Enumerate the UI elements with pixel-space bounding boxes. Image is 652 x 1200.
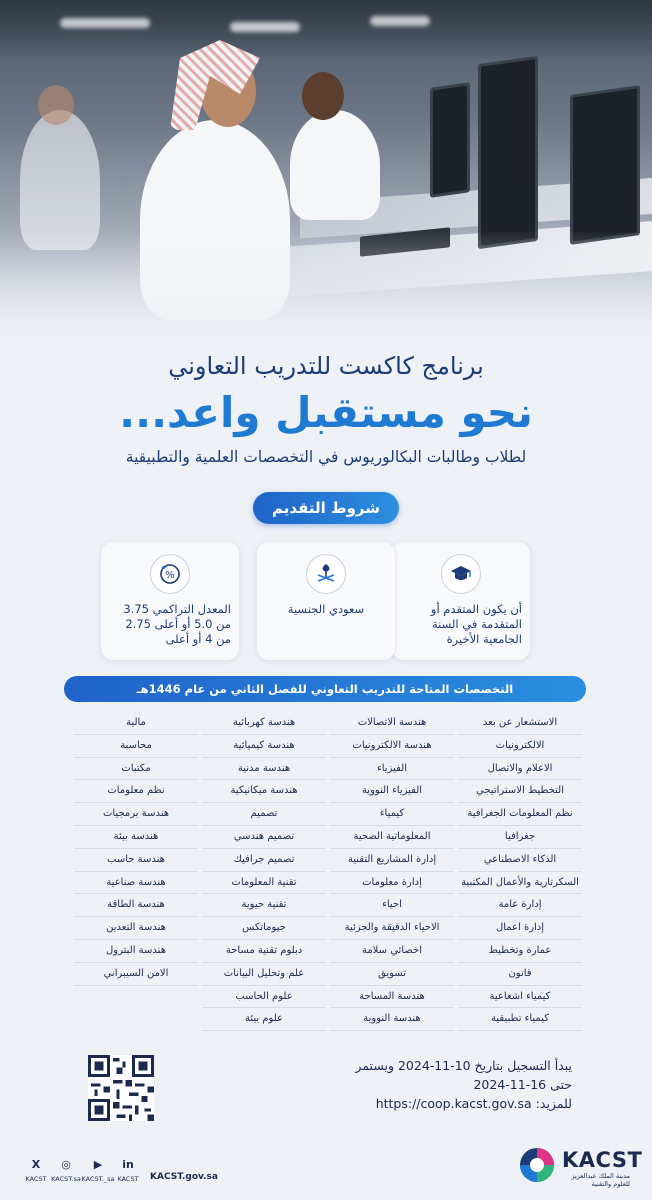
- hero-fade: [0, 230, 652, 350]
- major-item: عمارة وتخطيط: [458, 940, 582, 963]
- requirement-text: سعودي الجنسية: [287, 602, 365, 616]
- major-item: هندسة الالكترونيات: [330, 735, 454, 758]
- major-item: هندسة صناعية: [74, 872, 198, 895]
- monitor: [478, 56, 538, 249]
- major-item: هندسة التعدين: [74, 917, 198, 940]
- major-item: مالية: [74, 712, 198, 735]
- hero-photo: [0, 0, 652, 350]
- major-item: التخطيط الاستراتيجي: [458, 780, 582, 803]
- major-item: نظم المعلومات الجغرافية: [458, 803, 582, 826]
- major-item: علوم بيئة: [202, 1008, 326, 1031]
- graduation-cap-icon: [441, 554, 481, 594]
- major-item: مكتبات: [74, 758, 198, 781]
- major-item: إدارة المشاريع التقنية: [330, 849, 454, 872]
- major-item: هندسة بيئة: [74, 826, 198, 849]
- majors-column: [202, 712, 326, 1031]
- social-label: KACST: [117, 1175, 139, 1183]
- social-label: KACST: [25, 1175, 47, 1183]
- ceiling-light: [370, 16, 430, 26]
- majors-column: [458, 712, 582, 1031]
- major-item: هندسة كهربائية: [202, 712, 326, 735]
- audience-text: لطلاب وطالبات البكالوريوس في التخصصات العلمية والتطبيقية: [125, 448, 527, 466]
- major-item: الاعلام والاتصال: [458, 758, 582, 781]
- major-item: تصميم جرافيك: [202, 849, 326, 872]
- requirement-card-nationality: [257, 542, 395, 660]
- ceiling-light: [60, 18, 150, 28]
- registration-info: [242, 1056, 572, 1113]
- requirement-text: أن يكون المتقدم أو المتقدمة في السنة الجامعية الأخيرة: [430, 602, 522, 646]
- major-item: الفيزياء النووية: [330, 780, 454, 803]
- major-item: علوم الحاسب: [202, 986, 326, 1009]
- program-title: برنامج كاكست للتدريب التعاوني: [168, 352, 484, 380]
- requirement-text: المعدل التراكمي 3.75 من 5.0 أو أعلى 2.75 من 4 أو أعلى: [123, 602, 231, 646]
- kacst-logo-mark: [518, 1146, 556, 1184]
- social-linkedin[interactable]: [108, 1158, 148, 1183]
- monitor: [430, 82, 470, 198]
- registration-start: يبدأ التسجيل بتاريخ 10-11-2024 ويستمر: [355, 1058, 572, 1073]
- major-item: إدارة اعمال: [458, 917, 582, 940]
- qr-code[interactable]: [88, 1055, 154, 1121]
- major-item: محاسبة: [74, 735, 198, 758]
- major-item: نظم معلومات: [74, 780, 198, 803]
- major-item: جغرافيا: [458, 826, 582, 849]
- person-middle: [290, 110, 380, 220]
- person-head: [38, 85, 74, 125]
- major-item: تصميم: [202, 803, 326, 826]
- more-info-line: [242, 1094, 572, 1113]
- requirements-title: شروط التقديم: [253, 492, 399, 524]
- major-item: الالكترونيات: [458, 735, 582, 758]
- majors-column: [74, 712, 198, 986]
- major-item: قانون: [458, 963, 582, 986]
- major-item: هندسة النووية: [330, 1008, 454, 1031]
- more-label: للمزيد:: [535, 1096, 572, 1111]
- major-item: علم وتحليل البيانات: [202, 963, 326, 986]
- instagram-icon: ◎: [61, 1158, 71, 1171]
- monitor: [570, 85, 640, 245]
- major-item: هندسة المساحة: [330, 986, 454, 1009]
- major-item: اخصائي سلامة: [330, 940, 454, 963]
- major-item: السكرتارية والأعمال المكتبية: [458, 872, 582, 895]
- website-link[interactable]: KACST.gov.sa: [150, 1172, 218, 1182]
- major-item: إدارة عامة: [458, 894, 582, 917]
- social-label: KACST._sa: [81, 1175, 115, 1183]
- majors-title: التخصصات المتاحة للتدريب التعاوني للفصل الثاني من عام 1446هـ: [64, 676, 586, 702]
- slogan: نحو مستقبل واعد...: [119, 388, 533, 437]
- major-item: تسويق: [330, 963, 454, 986]
- major-item: تقنية حيوية: [202, 894, 326, 917]
- major-item: جيوماتكس: [202, 917, 326, 940]
- registration-link[interactable]: https://coop.kacst.gov.sa: [375, 1096, 532, 1111]
- requirement-card-gpa: [101, 542, 239, 660]
- registration-end: حتى 16-11-2024: [473, 1077, 572, 1092]
- requirement-card-year: [392, 542, 530, 660]
- majors-grid: [74, 712, 582, 1028]
- major-item: كيمياء: [330, 803, 454, 826]
- major-item: هندسة الطاقة: [74, 894, 198, 917]
- major-item: الفيزياء: [330, 758, 454, 781]
- social-label: KACST.sa: [51, 1175, 81, 1183]
- major-item: إدارة معلومات: [330, 872, 454, 895]
- major-item: دبلوم تقنية مساحة: [202, 940, 326, 963]
- major-item: الامن السيبراني: [74, 963, 198, 986]
- person-background: [20, 110, 100, 250]
- x-icon: X: [31, 1158, 41, 1171]
- major-item: المعلوماتية الصحية: [330, 826, 454, 849]
- majors-column: [330, 712, 454, 1031]
- major-item: هندسة مدنية: [202, 758, 326, 781]
- major-item: هندسة حاسب: [74, 849, 198, 872]
- major-item: هندسة ميكانيكية: [202, 780, 326, 803]
- saudi-emblem-icon: [306, 554, 346, 594]
- major-item: تقنية المعلومات: [202, 872, 326, 895]
- major-item: هندسة كيميائية: [202, 735, 326, 758]
- major-item: كيمياء تطبيقية: [458, 1008, 582, 1031]
- svg-text:%: %: [165, 570, 175, 581]
- major-item: الاحياء الدقيقة والجزئية: [330, 917, 454, 940]
- ceiling-light: [230, 22, 300, 32]
- major-item: تصميم هندسي: [202, 826, 326, 849]
- linkedin-icon: in: [122, 1158, 134, 1171]
- percentage-icon: [150, 554, 190, 594]
- logo-arabic: مدينة الملك عبدالعزيز للعلوم والتقنية: [571, 1172, 630, 1188]
- ceiling: [0, 0, 652, 60]
- major-item: كيمياء اشعاعية: [458, 986, 582, 1009]
- major-item: هندسة البترول: [74, 940, 198, 963]
- youtube-icon: ▶: [93, 1158, 103, 1171]
- person-head: [302, 72, 344, 120]
- major-item: الاستشعار عن بعد: [458, 712, 582, 735]
- kacst-logo: [562, 1148, 642, 1188]
- major-item: الذكاء الاصطناعي: [458, 849, 582, 872]
- major-item: هندسة الاتصالات: [330, 712, 454, 735]
- logo-name: KACST: [562, 1148, 643, 1172]
- major-item: هندسة برمجيات: [74, 803, 198, 826]
- major-item: احياء: [330, 894, 454, 917]
